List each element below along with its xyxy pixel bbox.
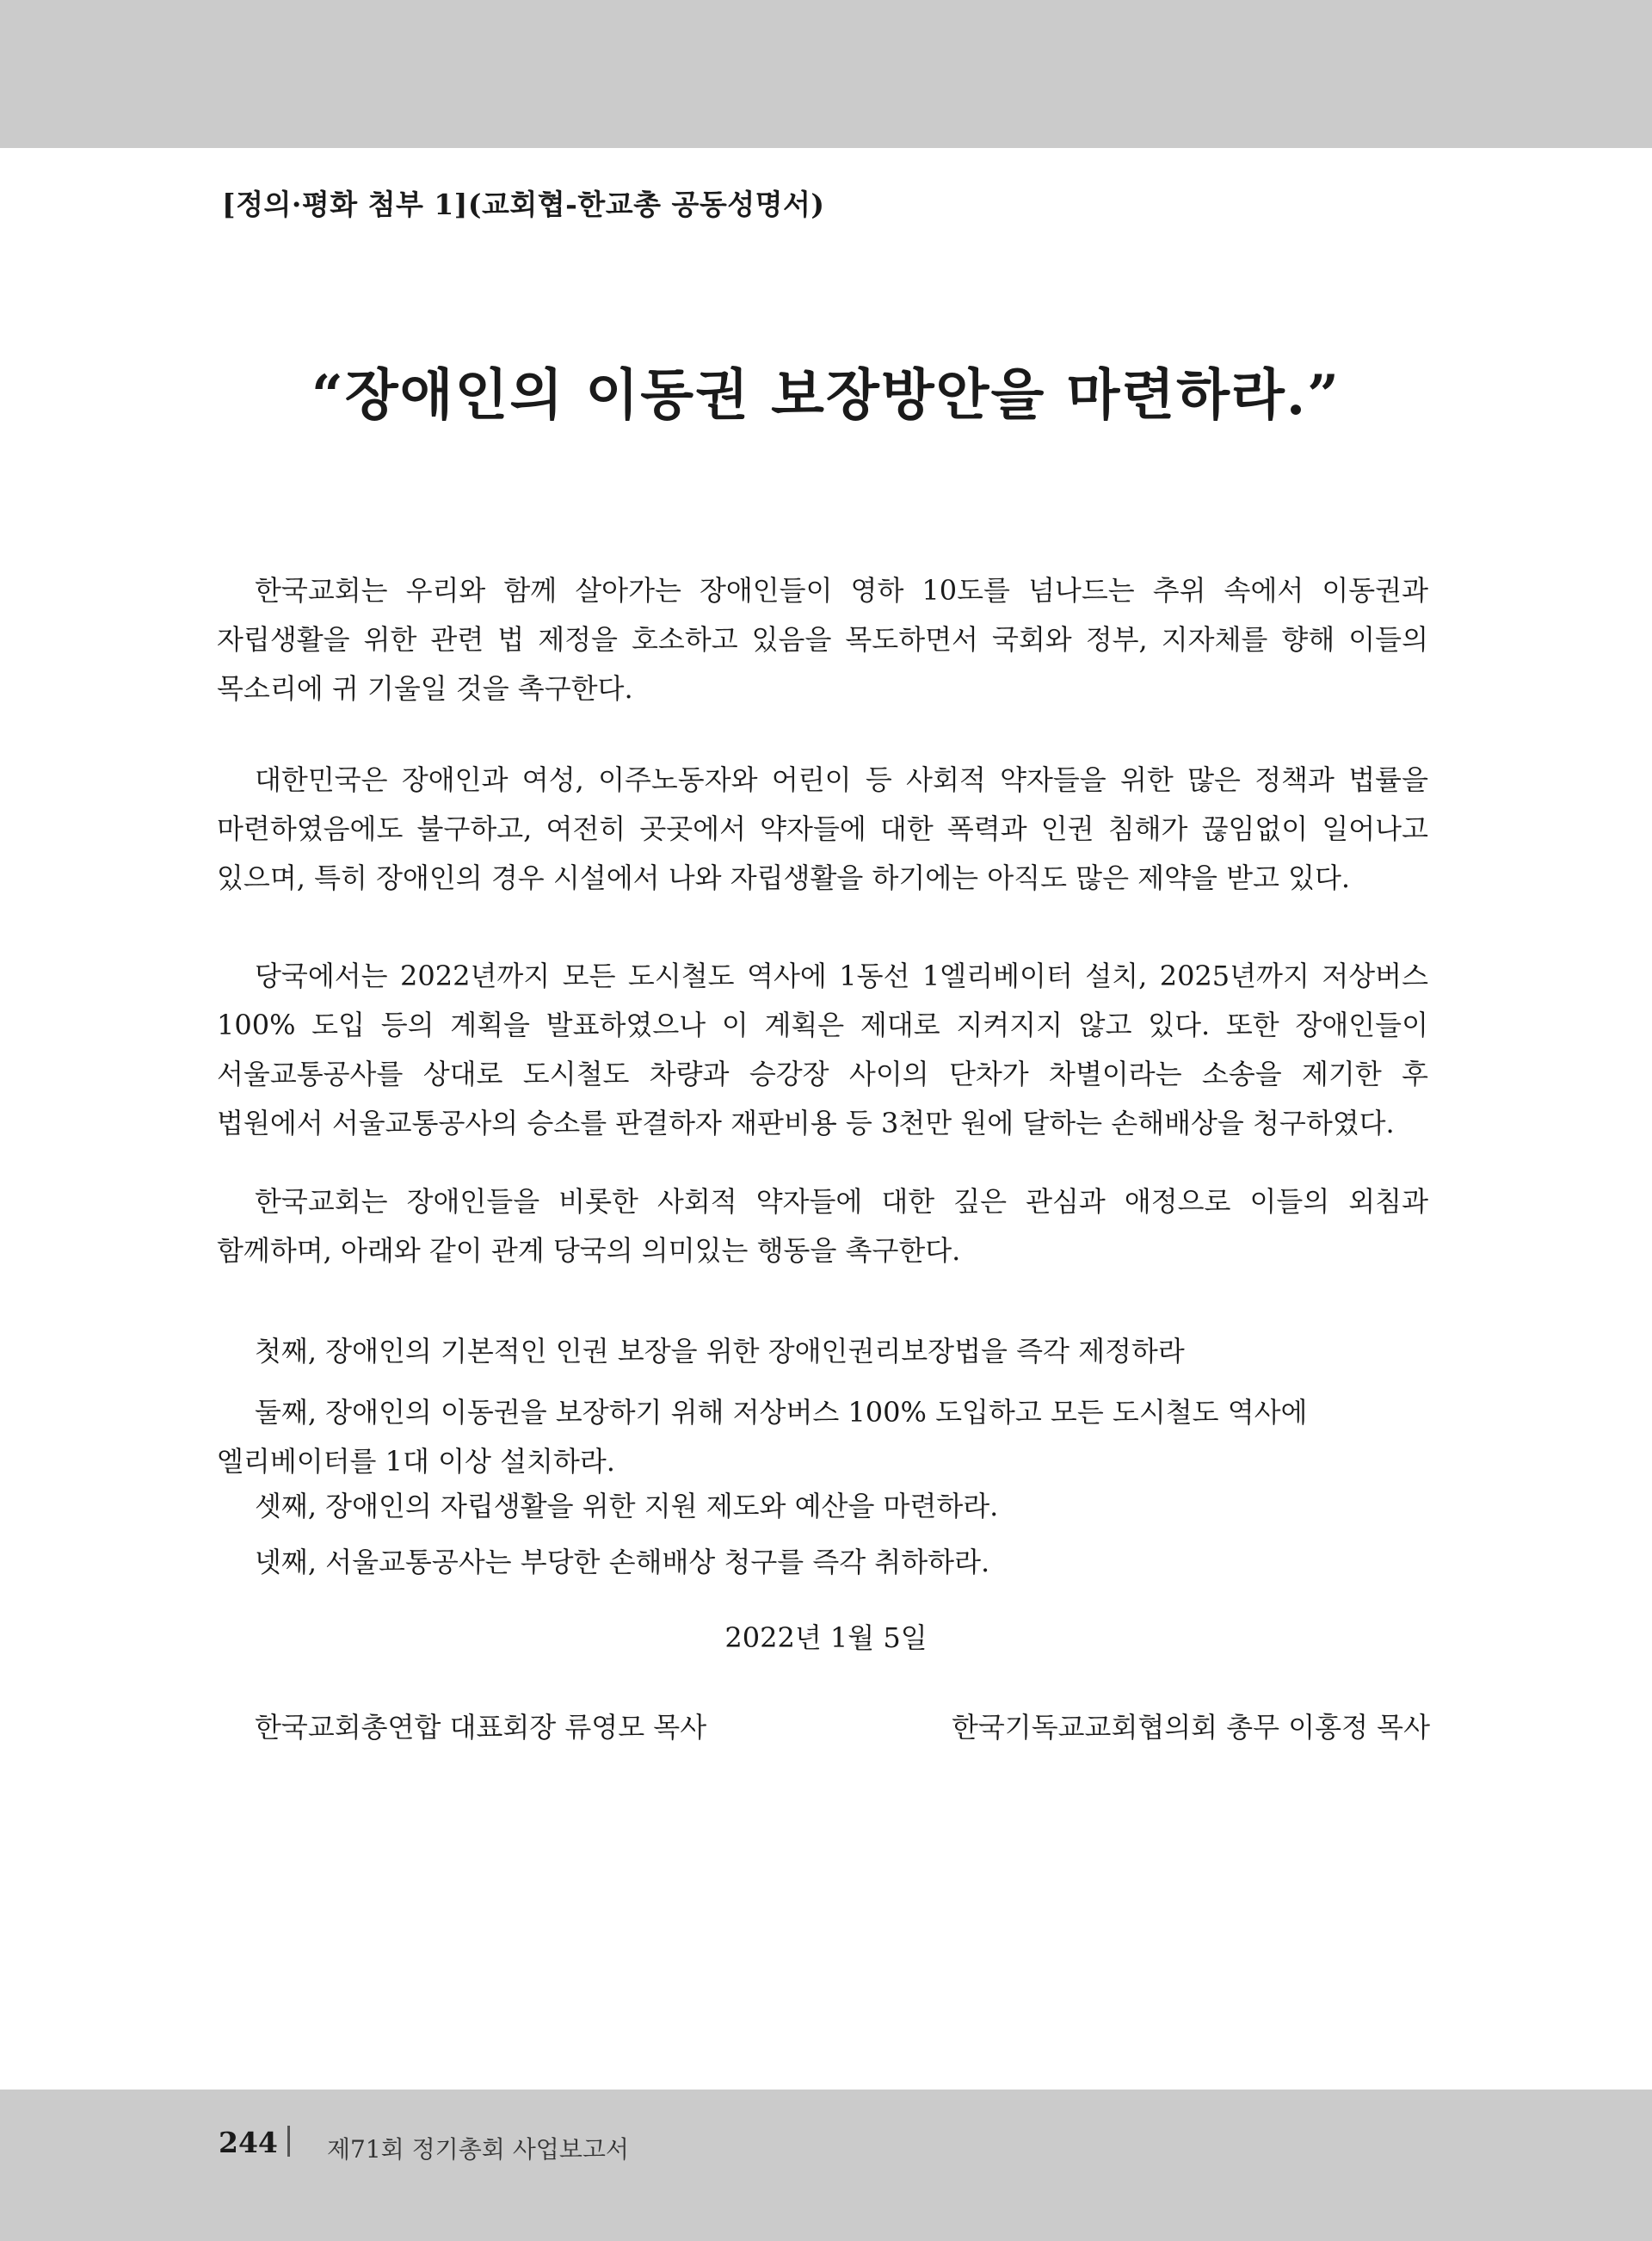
paragraph-4: 한국교회는 장애인들을 비롯한 사회적 약자들에 대한 깊은 관심과 애정으로 이들의 외침과 함께하며, 아래와 같이 관계 당국의 의미있는 행동을 촉구한다. bbox=[217, 1185, 1428, 1267]
footer-band bbox=[0, 2090, 1652, 2241]
footer-separator bbox=[287, 2126, 290, 2157]
statement-date: 2022년 1월 5일 bbox=[724, 1621, 928, 1654]
paragraph-1: 한국교회는 우리와 함께 살아가는 장애인들이 영하 10도를 넘나드는 추위 속에서 이동권과 자립생활을 위한 관련 법 제정을 호소하고 있음을 목도하면서 국회와 정부, 지자체를 향해 이들의 목소리에 귀 기울일 것을 촉구한다. bbox=[217, 574, 1428, 705]
statement-title: “장애인의 이동권 보장방안을 마련하라.” bbox=[311, 363, 1341, 428]
paragraph-3: 당국에서는 2022년까지 모든 도시철도 역사에 1동선 1엘리베이터 설치, 2025년까지 저상버스 100% 도입 등의 계획을 발표하였으나 이 계획은 제대로 지켜지지 않고 있다. 또한 장애인들이 서울교통공사를 상대로 도시철도 차량과 승강장 사이의 단차가 차별이라는 소송을 제기한 후 법원에서 서울교통공사의 승소를 판결하자 재판비용 등 3천만 원에 달하는 손해배상을 청구하였다. bbox=[217, 960, 1428, 1139]
demand-item-2: 둘째, 장애인의 이동권을 보장하기 위해 저상버스 100% 도입하고 모든 도시철도 역사에 엘리베이터를 1대 이상 설치하라. bbox=[217, 1396, 1308, 1478]
demand-item-1: 첫째, 장애인의 기본적인 인권 보장을 위한 장애인권리보장법을 즉각 제정하라 bbox=[255, 1335, 1185, 1367]
demand-item-3: 셋째, 장애인의 자립생활을 위한 지원 제도와 예산을 마련하라. bbox=[255, 1490, 999, 1522]
document-heading-tag: [정의·평화 첨부 1](교회협-한교총 공동성명서) bbox=[222, 188, 825, 221]
header-band bbox=[0, 0, 1652, 148]
report-title: 제71회 정기총회 사업보고서 bbox=[327, 2135, 629, 2164]
signature-left: 한국교회총연합 대표회장 류영모 목사 bbox=[255, 1711, 707, 1744]
page-number: 244 bbox=[219, 2126, 278, 2159]
signature-right: 한국기독교교회협의회 총무 이홍정 목사 bbox=[951, 1711, 1430, 1744]
paragraph-2: 대한민국은 장애인과 여성, 이주노동자와 어린이 등 사회적 약자들을 위한 많은 정책과 법률을 마련하였음에도 불구하고, 여전히 곳곳에서 약자들에 대한 폭력과 인권 침해가 끊임없이 일어나고 있으며, 특히 장애인의 경우 시설에서 나와 자립생활을 하기에는 아직도 많은 제약을 받고 있다. bbox=[217, 763, 1428, 894]
demand-item-4: 넷째, 서울교통공사는 부당한 손해배상 청구를 즉각 취하하라. bbox=[255, 1546, 990, 1578]
